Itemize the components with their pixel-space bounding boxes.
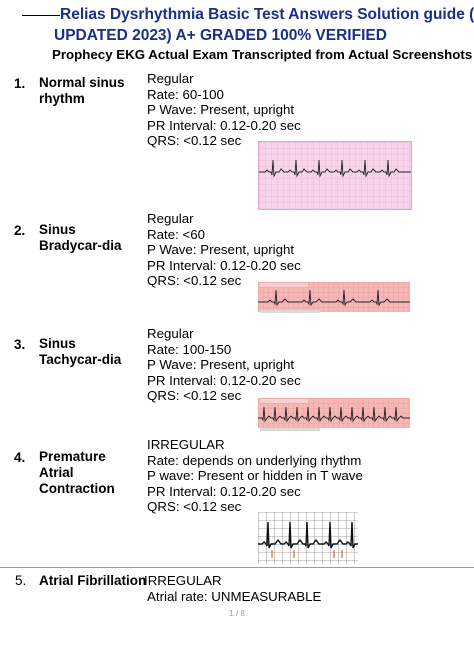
item-regularity-atrial-fibrillation: IRREGULAR <box>144 573 222 588</box>
ekg-strip-label-bradycardia <box>260 310 320 313</box>
document-subtitle: Prophecy EKG Actual Exam Transcripted from Actual Screenshots <box>52 47 473 62</box>
item-number: 1. <box>14 76 26 91</box>
page-number: 1 / 8 <box>229 609 245 618</box>
item-number: 2. <box>14 223 26 238</box>
item-name-atrial-fibrillation: Atrial Fibrillation <box>39 573 147 588</box>
ekg-strip-sinus-tachycardia <box>258 398 410 428</box>
ekg-strip-label-tachycardia <box>260 428 320 431</box>
item-name: Normal sinus rhythm <box>39 75 125 106</box>
title-rule <box>22 15 60 16</box>
item-number-atrial-fibrillation: 5. <box>15 573 27 588</box>
item-number: 3. <box>14 337 26 352</box>
item-description: Regular Rate: 100-150 P Wave: Present, upright PR Interval: 0.12-0.20 sec QRS: <0.12 sec <box>147 326 301 403</box>
section-divider <box>0 567 474 568</box>
document-title-line1: Relias Dysrhythmia Basic Test Answers Solution guide ( <box>60 6 474 23</box>
ekg-strip-normal-sinus <box>258 141 412 210</box>
ekg-strip-sinus-bradycardia <box>258 282 410 312</box>
item-number: 4. <box>14 450 26 465</box>
item-name: Sinus Tachycar-dia <box>39 336 122 367</box>
document-title-line2: UPDATED 2023) A+ GRADED 100% VERIFIED <box>54 27 387 44</box>
item-description: Regular Rate: <60 P Wave: Present, upright PR Interval: 0.12-0.20 sec QRS: <0.12 sec <box>147 211 301 288</box>
item-description: IRREGULAR Rate: depends on underlying rhythm P wave: Present or hidden in T wave PR Interval: 0.12-0.20 sec QRS: <0.12 sec <box>147 437 363 514</box>
item-description: Regular Rate: 60-100 P Wave: Present, upright PR Interval: 0.12-0.20 sec QRS: <0.12 sec <box>147 71 301 148</box>
ekg-strip-premature-atrial-contraction <box>258 512 358 564</box>
item-name: Sinus Bradycar-dia <box>39 222 122 253</box>
item-atrial-rate-atrial-fibrillation: Atrial rate: UNMEASURABLE <box>147 589 322 604</box>
item-name: Premature Atrial Contraction <box>39 449 115 496</box>
